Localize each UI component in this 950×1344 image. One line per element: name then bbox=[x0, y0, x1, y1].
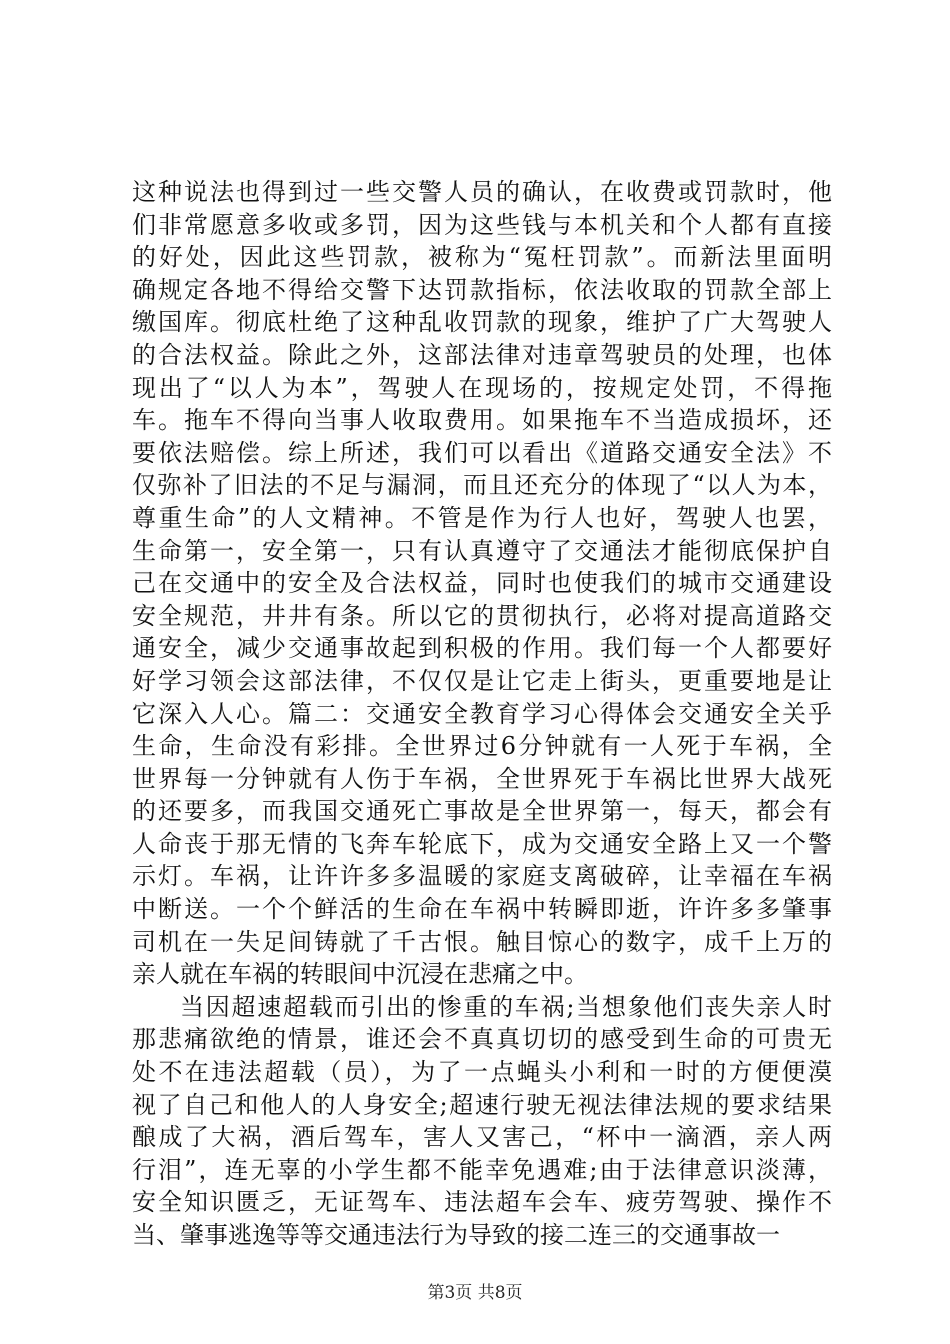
text-line: 己在交通中的安全及合法权益，同时也使我们的城市交通建设 bbox=[132, 569, 832, 598]
text-line: 司机在一失足间铸就了千古恨。触目惊心的数字，成千上万的 bbox=[132, 927, 832, 956]
text-line: 亲人就在车祸的转眼间中沉浸在悲痛之中。 bbox=[132, 960, 588, 989]
text-line: 世界每一分钟就有人伤于车祸，全世界死于车祸比世界大战死 bbox=[132, 764, 832, 793]
text-line: 现出了“以人为本”，驾驶人在现场的，按规定处罚，不得拖 bbox=[132, 373, 832, 402]
text-line: 通安全，减少交通事故起到积极的作用。我们每一个人都要好 bbox=[132, 634, 832, 663]
text-line: 的还要多，而我国交通死亡事故是全世界第一，每天，都会有 bbox=[132, 797, 832, 826]
text-line: 当、肇事逃逸等等交通违法行为导致的接二连三的交通事故一 bbox=[132, 1221, 780, 1249]
paragraph bbox=[132, 176, 832, 991]
text-line: 要依法赔偿。综上所述，我们可以看出《道路交通安全法》不 bbox=[132, 438, 832, 467]
text-line: 行泪”，连无辜的小学生都不能幸免遇难;由于法律意识淡薄， bbox=[132, 1155, 832, 1184]
text-line: 的好处，因此这些罚款，被称为“冤枉罚款”。而新法里面明 bbox=[132, 243, 832, 272]
text-line: 确规定各地不得给交警下达罚款指标，依法收取的罚款全部上 bbox=[132, 275, 832, 304]
text-line: 好学习领会这部法律，不仅仅是让它走上街头，更重要地是让 bbox=[132, 666, 832, 695]
text-line: 当因超速超载而引出的惨重的车祸;当想象他们丧失亲人时 bbox=[180, 992, 832, 1021]
text-line: 生命，生命没有彩排。全世界过6分钟就有一人死于车祸，全 bbox=[132, 732, 832, 761]
document-body bbox=[132, 176, 832, 1252]
text-line: 仅弥补了旧法的不足与漏洞，而且还充分的体现了“以人为本， bbox=[132, 471, 832, 500]
text-line: 视了自己和他人的人身安全;超速行驶无视法律法规的要求结果 bbox=[132, 1090, 832, 1119]
paragraph bbox=[132, 991, 832, 1252]
text-line: 处不在违法超载（员），为了一点蝇头小利和一时的方便便漠 bbox=[132, 1058, 832, 1087]
text-line: 安全知识匮乏，无证驾车、违法超车会车、疲劳驾驶、操作不 bbox=[132, 1188, 832, 1217]
text-line: 缴国库。彻底杜绝了这种乱收罚款的现象，维护了广大驾驶人 bbox=[132, 308, 832, 337]
text-line: 们非常愿意多收或多罚，因为这些钱与本机关和个人都有直接 bbox=[132, 210, 832, 239]
text-line: 酿成了大祸，酒后驾车，害人又害己，“杯中一滴酒，亲人两 bbox=[132, 1123, 832, 1152]
page-number: 第3页 共8页 bbox=[427, 1283, 523, 1303]
text-line: 车。拖车不得向当事人收取费用。如果拖车不当造成损坏，还 bbox=[132, 406, 832, 435]
text-line: 示灯。车祸，让许许多多温暖的家庭支离破碎，让幸福在车祸 bbox=[132, 862, 832, 891]
text-line: 那悲痛欲绝的情景，谁还会不真真切切的感受到生命的可贵无 bbox=[132, 1025, 832, 1054]
text-line: 生命第一，安全第一，只有认真遵守了交通法才能彻底保护自 bbox=[132, 536, 832, 565]
text-line: 的合法权益。除此之外，这部法律对违章驾驶员的处理，也体 bbox=[132, 340, 832, 369]
text-line: 它深入人心。篇二：交通安全教育学习心得体会交通安全关乎 bbox=[132, 699, 832, 728]
text-line: 安全规范，井井有条。所以它的贯彻执行，必将对提高道路交 bbox=[132, 601, 832, 630]
text-line: 这种说法也得到过一些交警人员的确认，在收费或罚款时，他 bbox=[132, 178, 832, 206]
text-line: 人命丧于那无情的飞奔车轮底下，成为交通安全路上又一个警 bbox=[132, 829, 832, 858]
text-line: 尊重生命”的人文精神。不管是作为行人也好，驾驶人也罢， bbox=[132, 503, 832, 532]
text-line: 中断送。一个个鲜活的生命在车祸中转瞬即逝，许许多多肇事 bbox=[132, 895, 832, 924]
